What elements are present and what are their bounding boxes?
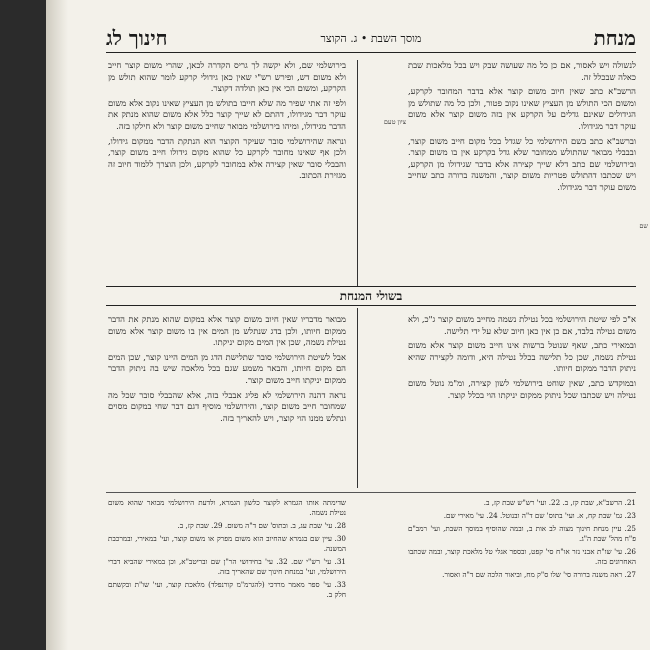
paragraph: נראה דהנה הירושלמי לא פליג אבבלי בזה, אלא שהבבלי סובר שכל מה שמחובר חייב משום קוצר, והירושלמי מוסיף דגם דבר שחי במקום מסוים ונתלש ממנו הוי קוצר, ויש להאריך בזה. [108,389,346,423]
paragraph: הרשב"א כתב שאין חיוב משום קוצר אלא בדבר המחובר לקרקע, ומשום הכי התולש מן העציץ שאינו נקוב פטור, ולכן כל מה שתולש מן הגידולים שאינם גדלים על הקרקע אין בזה משום קוצר אלא משום עוקר דבר מגידולו. [408,86,636,131]
commentary-right-column [408,314,636,466]
footnote: 31. עי' רש"י שם. 32. עי' בחידושי הר"ן שם ובריטב"א, וכן במאירי שהביא דברי הירושלמי, ועי' במנחת חינוך שם שהאריך בזה. [108,557,346,576]
footnote: 23. גמ' שבת קח, א. ועי' בתוס' שם ד"ה ובנוטל. 24. עי' מאירי שם. [443,511,636,520]
running-header [106,26,636,52]
paragraph: ובמוקדש כתב, שאין שוחט בירושלמי לשון קצירה, ומ"מ נוטל משום נטילה ויש שכתבו שכל ניתוק ממקום יניקתו הוי בכלל קוצר. [408,377,636,400]
paragraph: לנשולה ויש לאסור, אם כן כל מה שעושה שבק ויש בכל מלאכות שבת כאלה שבכלל זה. [408,60,636,82]
margin-note: ציון טעם [383,118,406,126]
footnote: 33. עי' ספר מאמר מרדכי (להגרמ"מ קורנפלד) מלאכת קוצר, ועי' שו"ת ובקשתם חלק ב. [108,580,346,599]
margin-note: שם [639,222,648,230]
footnote-divider [106,492,636,493]
footnote: 28. עי' שבת עג, ב. ובתוס' שם ד"ה משום. 29. שבת קז, ב. [177,521,346,530]
main-text-left-column [108,60,346,282]
footnote: 26. עי' שו"ת אבני נזר או"ח סי' קפט, ובספר אגלי טל מלאכת קוצר, ובמה שכתבו האחרונים בזה. [408,547,636,566]
footnotes-left-column [108,498,346,643]
header-chapter: מוסך השבת • ג. הקוצר [320,32,422,45]
column-divider [357,308,358,488]
paragraph: א"כ לפי שיטת הירושלמי בכל נטילת נשמה מחייב משום קוצר ג"כ, ולא משום נטילה בלבד, אם כן אין כאן חיוב שלא על ידי תלישה. [408,314,636,336]
footnote: 27. ראה משנה ברורה סי' שלו ס"ק מח, וביאור הלכה שם ד"ה ואסור. [442,570,636,579]
header-divider [106,52,636,53]
section-heading: בשולי המנחת [106,286,636,306]
header-title-left: חינוך לג [106,26,168,50]
footnote: 30. עיין שם בגמרא שהחיוב הוא משום מפרק או משום קוצר, ועי' במאירי, ובמרכבת המשנה. [108,534,346,553]
footnote: שדימתה אותו הגמרא לקוצר כלשון הגמרא, ולדעת הירושלמי מבואר שהוא משום נטילת נשמה. [108,498,346,517]
book-page [46,0,650,650]
paragraph: וברשב"א כתב בשם הירושלמי כל שגדל בכל מקום חייב משום קוצר, ובבבלי מבואר שהתולש ממחובר שלא גדל בקרקע אין בו משום קוצר. ובירושלמי שם כתב דלא שייך קצירה אלא בדבר שגידולו מן הקרקע, ויש שכתבו דהתולש פטריות משום קוצר, והמשנה ברורה כתב שחייב משום עוקר דבר מגידולו. [408,135,636,192]
column-divider [357,60,358,286]
paragraph: ולפי זה אתי שפיר מה שלא חייבו בתולש מן העציץ שאינו נקוב אלא משום עוקר דבר מגידולו, דהתם לא שייך קוצר כלל אלא משום שהוא מנתק את הדבר מגידולו, ומיהו בירושלמי מבואר שחייב משום קוצר ולא חילקו בזה. [108,97,346,131]
header-title-right: מנחת [593,26,636,50]
paragraph: בירושלמי שם, ולא יקשה לך גריס הקדרה לכאן, שהרי משום קוצר חייב ולא משום דש, ופירש רש"י שאין כאן גידולי קרקע לומר שהוא תולש מן הקרקע, ומשום הכי אין כאן תולדה דקוצר. [108,60,346,94]
page-gutter [46,0,68,650]
footnotes-right-column [408,498,636,643]
footnote: 25. עיין מנחת חינוך מצוה לב אות ב, ובמה שהוסיף במוסך השבת, ועי' רמב"ם פ"ח מהל' שבת ה"ג. [408,524,636,543]
paragraph: ובמאירי כתב, שאף שנוטל ברשות אינו חייב משום קוצר אלא משום נטילת נשמה, שכן כל תלישה בכלל נטילה היא, ודומה לקצירה שהיא ניתוק הדבר ממקום חיותו. [408,340,636,374]
main-text-right-column [408,60,636,280]
footnote: 21. הרשב"א, שבת קז, ב. 22. ועי' רש"ש שבת קז, ב. [483,498,636,507]
paragraph: ונראה שהירושלמי סובר שעיקר הקוצר הוא הנתקת הדבר ממקום גידולו, ולכן אף שאינו מחובר לקרקע כל שהוא מקום גידולו חייב משום קוצר, והבבלי סובר שאין קצירה אלא במחובר לקרקע, ולכן הוצרך ללמוד חיוב זה מגזירת הכתוב. [108,135,346,181]
paragraph: מבואר מדבריו שאין חיוב משום קוצר אלא במקום שהוא מנתק את הדבר ממקום חיותו, ולכן בדג שנתלש מן המים אין בו משום קוצר אלא משום נטילת נשמה, שכן אין המים מקום יניקתו. [108,314,346,348]
commentary-left-column [108,314,346,484]
paragraph: אבל לשיטת הירושלמי סובר שתלישת הדג מן המים היינו קוצר, שכן המים הם מקום חיותו, והבאר משמע שגם בכל מלאכה שיש בה ניתוק הדבר ממקום יניקתו חייב משום קוצר. [108,351,346,385]
